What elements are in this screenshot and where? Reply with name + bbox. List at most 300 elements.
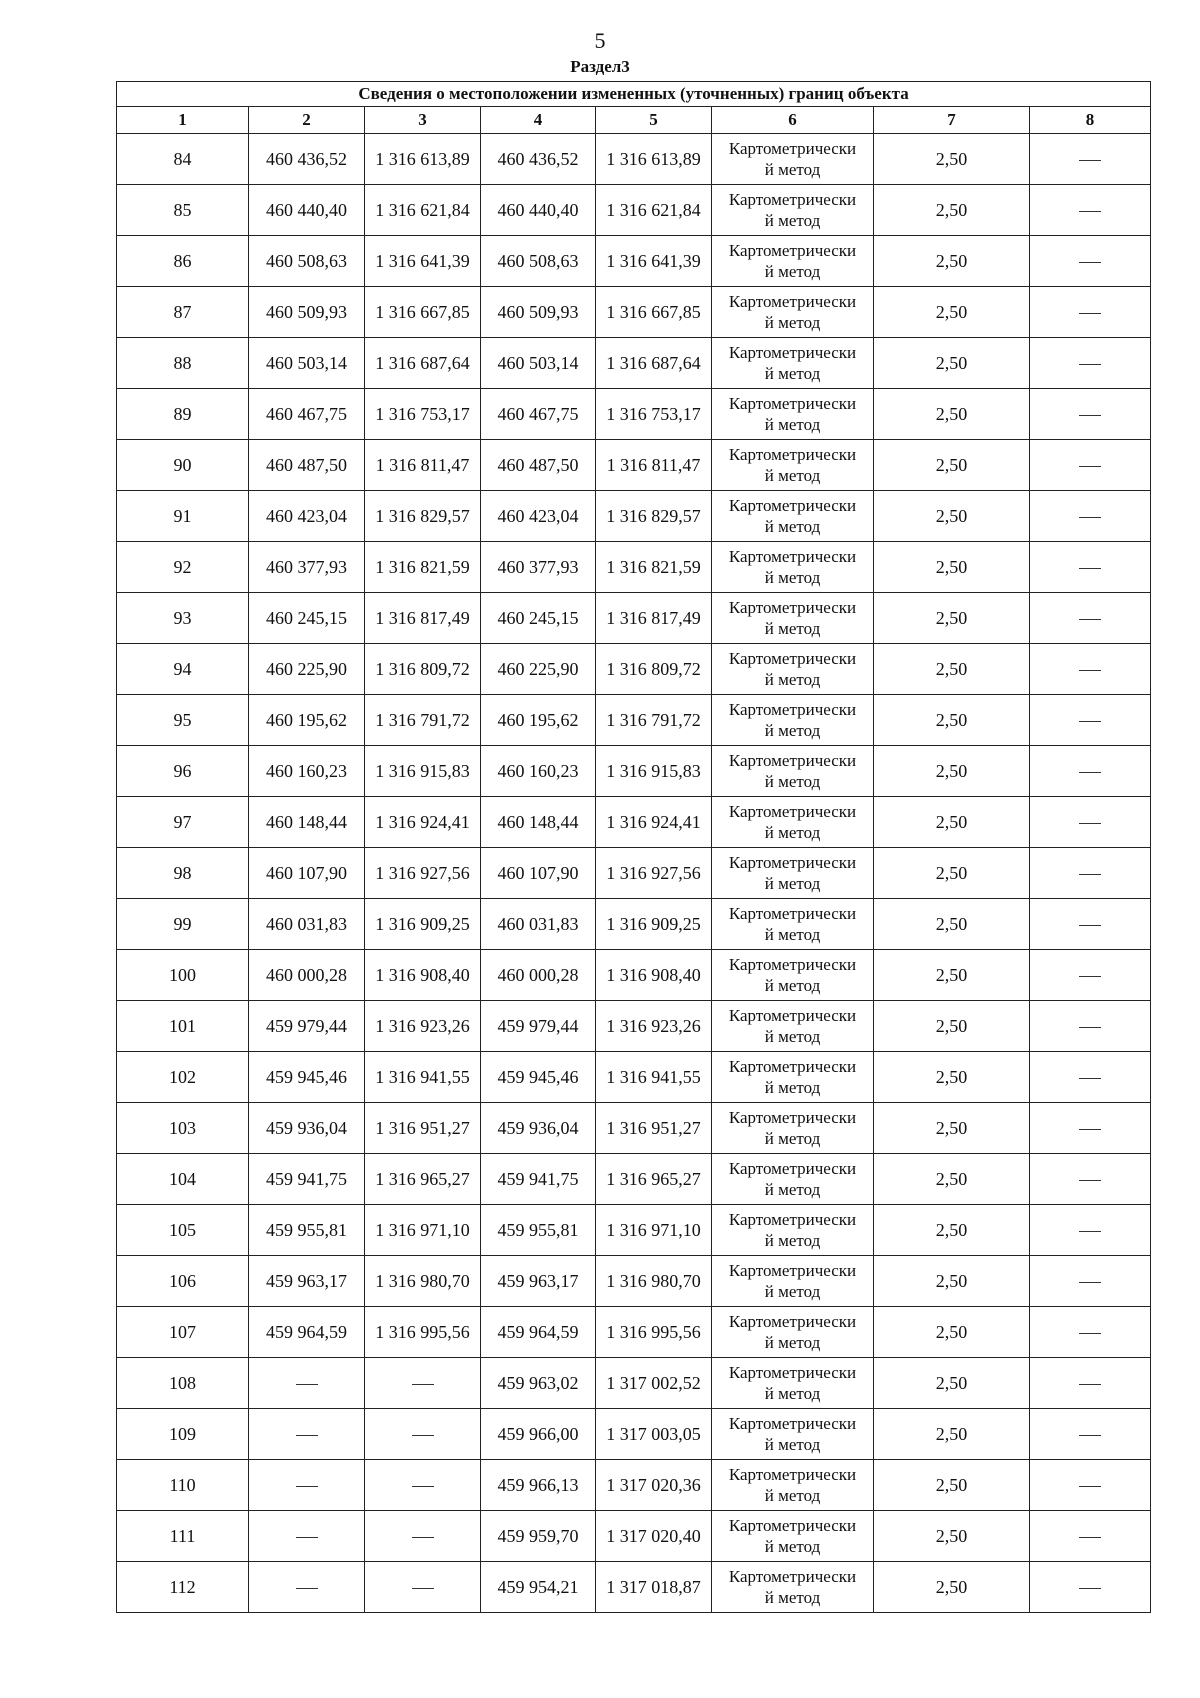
dash-mark [1079, 1078, 1101, 1079]
method-cell [712, 797, 874, 848]
precision-cell: 2,50 [874, 899, 1030, 950]
table-row [117, 1358, 1151, 1409]
old-y-cell: 1 316 821,59 [365, 542, 481, 593]
dash-mark [1079, 1129, 1101, 1130]
new-x-cell: 460 245,15 [481, 593, 596, 644]
precision-cell: 2,50 [874, 236, 1030, 287]
old-y-cell [365, 1358, 481, 1409]
description-cell [1030, 797, 1151, 848]
precision-cell: 2,50 [874, 491, 1030, 542]
old-x-cell: 460 225,90 [249, 644, 365, 695]
dash-mark [1079, 976, 1101, 977]
new-x-cell: 459 954,21 [481, 1562, 596, 1613]
new-x-cell: 459 945,46 [481, 1052, 596, 1103]
column-number: 6 [712, 107, 874, 134]
precision-cell: 2,50 [874, 440, 1030, 491]
table-row [117, 1511, 1151, 1562]
new-x-cell: 460 195,62 [481, 695, 596, 746]
old-x-cell: 460 031,83 [249, 899, 365, 950]
precision-cell: 2,50 [874, 389, 1030, 440]
precision-cell: 2,50 [874, 1307, 1030, 1358]
method-line: й метод [764, 925, 821, 944]
new-y-cell: 1 317 002,52 [596, 1358, 712, 1409]
method-line: Картометрически [728, 343, 857, 362]
column-number: 4 [481, 107, 596, 134]
new-x-cell: 459 959,70 [481, 1511, 596, 1562]
old-x-cell: 459 963,17 [249, 1256, 365, 1307]
method-cell [712, 287, 874, 338]
point-number-cell: 92 [117, 542, 249, 593]
column-number: 2 [249, 107, 365, 134]
point-number-cell: 109 [117, 1409, 249, 1460]
method-cell [712, 848, 874, 899]
table-row [117, 491, 1151, 542]
description-cell [1030, 185, 1151, 236]
table-row [117, 746, 1151, 797]
new-x-cell: 459 964,59 [481, 1307, 596, 1358]
description-cell [1030, 338, 1151, 389]
method-line: й метод [764, 823, 821, 842]
column-number: 5 [596, 107, 712, 134]
method-cell [712, 236, 874, 287]
description-cell [1030, 542, 1151, 593]
description-cell [1030, 287, 1151, 338]
old-x-cell: 460 107,90 [249, 848, 365, 899]
dash-mark [1079, 823, 1101, 824]
method-cell [712, 1103, 874, 1154]
method-cell [712, 950, 874, 1001]
point-number-cell: 86 [117, 236, 249, 287]
old-y-cell: 1 316 980,70 [365, 1256, 481, 1307]
method-line: Картометрически [728, 700, 857, 719]
method-line: Картометрически [728, 547, 857, 566]
new-y-cell: 1 316 965,27 [596, 1154, 712, 1205]
method-cell [712, 1562, 874, 1613]
dash-mark [1079, 568, 1101, 569]
dash-mark [1079, 211, 1101, 212]
dash-mark [1079, 670, 1101, 671]
description-cell [1030, 1307, 1151, 1358]
table-row [117, 644, 1151, 695]
new-y-cell: 1 317 018,87 [596, 1562, 712, 1613]
old-x-cell: 460 000,28 [249, 950, 365, 1001]
old-x-cell: 460 148,44 [249, 797, 365, 848]
method-line: й метод [764, 772, 821, 791]
method-cell [712, 593, 874, 644]
dash-mark [412, 1588, 434, 1589]
method-line: Картометрически [728, 1414, 857, 1433]
method-line: й метод [764, 313, 821, 332]
dash-mark [1079, 1180, 1101, 1181]
method-line: Картометрически [728, 1159, 857, 1178]
method-cell [712, 1460, 874, 1511]
precision-cell: 2,50 [874, 1460, 1030, 1511]
method-cell [712, 899, 874, 950]
table-row [117, 950, 1151, 1001]
method-line: Картометрически [728, 904, 857, 923]
new-x-cell: 459 955,81 [481, 1205, 596, 1256]
old-y-cell: 1 316 971,10 [365, 1205, 481, 1256]
table-row [117, 134, 1151, 185]
method-line: Картометрически [728, 139, 857, 158]
column-number-row [117, 107, 1151, 134]
point-number-cell: 91 [117, 491, 249, 542]
table-row [117, 1154, 1151, 1205]
new-y-cell: 1 316 753,17 [596, 389, 712, 440]
new-x-cell: 460 503,14 [481, 338, 596, 389]
point-number-cell: 99 [117, 899, 249, 950]
table-row [117, 287, 1151, 338]
description-cell [1030, 1205, 1151, 1256]
dash-mark [1079, 721, 1101, 722]
new-y-cell: 1 316 667,85 [596, 287, 712, 338]
method-line: Картометрически [728, 1567, 857, 1586]
precision-cell: 2,50 [874, 950, 1030, 1001]
method-line: Картометрически [728, 292, 857, 311]
new-y-cell: 1 316 687,64 [596, 338, 712, 389]
old-y-cell: 1 316 965,27 [365, 1154, 481, 1205]
new-x-cell: 460 031,83 [481, 899, 596, 950]
table-row [117, 1460, 1151, 1511]
point-number-cell: 97 [117, 797, 249, 848]
old-y-cell: 1 316 923,26 [365, 1001, 481, 1052]
description-cell [1030, 1256, 1151, 1307]
dash-mark [1079, 1384, 1101, 1385]
old-y-cell: 1 316 924,41 [365, 797, 481, 848]
table-row [117, 848, 1151, 899]
dash-mark [296, 1537, 318, 1538]
old-x-cell [249, 1460, 365, 1511]
precision-cell: 2,50 [874, 1154, 1030, 1205]
old-x-cell: 460 160,23 [249, 746, 365, 797]
description-cell [1030, 1511, 1151, 1562]
precision-cell: 2,50 [874, 746, 1030, 797]
column-number: 8 [1030, 107, 1151, 134]
new-x-cell: 460 160,23 [481, 746, 596, 797]
new-x-cell: 460 148,44 [481, 797, 596, 848]
dash-mark [1079, 262, 1101, 263]
method-line: Картометрически [728, 1006, 857, 1025]
method-line: й метод [764, 1588, 821, 1607]
new-y-cell: 1 316 817,49 [596, 593, 712, 644]
method-line: й метод [764, 415, 821, 434]
method-cell [712, 1511, 874, 1562]
old-y-cell: 1 316 791,72 [365, 695, 481, 746]
table-row [117, 1052, 1151, 1103]
point-number-cell: 106 [117, 1256, 249, 1307]
description-cell [1030, 1460, 1151, 1511]
method-line: Картометрически [728, 496, 857, 515]
old-x-cell [249, 1409, 365, 1460]
new-y-cell: 1 316 951,27 [596, 1103, 712, 1154]
description-cell [1030, 1154, 1151, 1205]
method-line: Картометрически [728, 1057, 857, 1076]
point-number-cell: 89 [117, 389, 249, 440]
new-x-cell: 459 963,02 [481, 1358, 596, 1409]
old-x-cell: 459 979,44 [249, 1001, 365, 1052]
method-cell [712, 440, 874, 491]
method-line: й метод [764, 517, 821, 536]
precision-cell: 2,50 [874, 644, 1030, 695]
method-line: й метод [764, 1333, 821, 1352]
table-row [117, 695, 1151, 746]
table-row [117, 593, 1151, 644]
new-x-cell: 459 963,17 [481, 1256, 596, 1307]
dash-mark [1079, 1282, 1101, 1283]
precision-cell: 2,50 [874, 1511, 1030, 1562]
point-number-cell: 93 [117, 593, 249, 644]
method-cell [712, 1001, 874, 1052]
method-line: Картометрически [728, 190, 857, 209]
method-line: й метод [764, 1078, 821, 1097]
method-line: Картометрически [728, 1108, 857, 1127]
old-y-cell: 1 316 908,40 [365, 950, 481, 1001]
description-cell [1030, 1358, 1151, 1409]
description-cell [1030, 1052, 1151, 1103]
point-number-cell: 100 [117, 950, 249, 1001]
method-line: Картометрически [728, 955, 857, 974]
old-y-cell: 1 316 941,55 [365, 1052, 481, 1103]
method-line: Картометрически [728, 1516, 857, 1535]
new-y-cell: 1 316 924,41 [596, 797, 712, 848]
dash-mark [1079, 1027, 1101, 1028]
point-number-cell: 112 [117, 1562, 249, 1613]
dash-mark [1079, 415, 1101, 416]
new-x-cell: 459 941,75 [481, 1154, 596, 1205]
dash-mark [1079, 1231, 1101, 1232]
precision-cell: 2,50 [874, 1562, 1030, 1613]
table-row [117, 185, 1151, 236]
method-cell [712, 542, 874, 593]
method-line: й метод [764, 721, 821, 740]
dash-mark [1079, 1588, 1101, 1589]
boundary-coordinates-table [116, 81, 1151, 1613]
point-number-cell: 111 [117, 1511, 249, 1562]
old-y-cell: 1 316 613,89 [365, 134, 481, 185]
dash-mark [412, 1486, 434, 1487]
new-y-cell: 1 316 613,89 [596, 134, 712, 185]
description-cell [1030, 440, 1151, 491]
new-x-cell: 460 436,52 [481, 134, 596, 185]
old-x-cell [249, 1562, 365, 1613]
method-cell [712, 389, 874, 440]
old-x-cell: 459 936,04 [249, 1103, 365, 1154]
method-cell [712, 1154, 874, 1205]
method-cell [712, 1358, 874, 1409]
method-line: й метод [764, 670, 821, 689]
old-x-cell: 460 503,14 [249, 338, 365, 389]
method-line: Картометрически [728, 241, 857, 260]
precision-cell: 2,50 [874, 1103, 1030, 1154]
new-x-cell: 460 107,90 [481, 848, 596, 899]
point-number-cell: 85 [117, 185, 249, 236]
precision-cell: 2,50 [874, 185, 1030, 236]
old-y-cell: 1 316 829,57 [365, 491, 481, 542]
dash-mark [1079, 1486, 1101, 1487]
point-number-cell: 98 [117, 848, 249, 899]
dash-mark [1079, 466, 1101, 467]
new-y-cell: 1 316 829,57 [596, 491, 712, 542]
old-x-cell: 459 941,75 [249, 1154, 365, 1205]
method-line: й метод [764, 211, 821, 230]
point-number-cell: 95 [117, 695, 249, 746]
method-line: й метод [764, 976, 821, 995]
method-line: Картометрически [728, 751, 857, 770]
dash-mark [1079, 1435, 1101, 1436]
old-x-cell [249, 1511, 365, 1562]
method-line: Картометрически [728, 394, 857, 413]
dash-mark [1079, 160, 1101, 161]
dash-mark [1079, 313, 1101, 314]
dash-mark [296, 1588, 318, 1589]
old-x-cell: 460 195,62 [249, 695, 365, 746]
new-y-cell: 1 316 809,72 [596, 644, 712, 695]
new-x-cell: 460 377,93 [481, 542, 596, 593]
new-y-cell: 1 316 927,56 [596, 848, 712, 899]
description-cell [1030, 1409, 1151, 1460]
method-line: й метод [764, 160, 821, 179]
precision-cell: 2,50 [874, 593, 1030, 644]
method-line: й метод [764, 1180, 821, 1199]
table-row [117, 338, 1151, 389]
method-line: й метод [764, 364, 821, 383]
precision-cell: 2,50 [874, 287, 1030, 338]
precision-cell: 2,50 [874, 848, 1030, 899]
precision-cell: 2,50 [874, 542, 1030, 593]
new-y-cell: 1 316 821,59 [596, 542, 712, 593]
point-number-cell: 105 [117, 1205, 249, 1256]
method-cell [712, 644, 874, 695]
method-line: Картометрически [728, 1210, 857, 1229]
point-number-cell: 102 [117, 1052, 249, 1103]
point-number-cell: 87 [117, 287, 249, 338]
dash-mark [412, 1384, 434, 1385]
description-cell [1030, 134, 1151, 185]
point-number-cell: 96 [117, 746, 249, 797]
old-y-cell: 1 316 753,17 [365, 389, 481, 440]
old-y-cell: 1 316 915,83 [365, 746, 481, 797]
method-line: й метод [764, 1027, 821, 1046]
method-cell [712, 491, 874, 542]
new-y-cell: 1 316 909,25 [596, 899, 712, 950]
method-line: й метод [764, 874, 821, 893]
method-cell [712, 1052, 874, 1103]
old-y-cell: 1 316 817,49 [365, 593, 481, 644]
description-cell [1030, 950, 1151, 1001]
old-x-cell: 460 508,63 [249, 236, 365, 287]
old-y-cell: 1 316 621,84 [365, 185, 481, 236]
new-x-cell: 460 423,04 [481, 491, 596, 542]
description-cell [1030, 746, 1151, 797]
new-x-cell: 459 966,13 [481, 1460, 596, 1511]
method-line: й метод [764, 1231, 821, 1250]
description-cell [1030, 1001, 1151, 1052]
new-y-cell: 1 317 003,05 [596, 1409, 712, 1460]
method-line: Картометрически [728, 1261, 857, 1280]
method-line: Картометрически [728, 853, 857, 872]
method-line: Картометрически [728, 1465, 857, 1484]
precision-cell: 2,50 [874, 1409, 1030, 1460]
old-y-cell [365, 1562, 481, 1613]
dash-mark [1079, 517, 1101, 518]
old-x-cell: 460 423,04 [249, 491, 365, 542]
dash-mark [1079, 1333, 1101, 1334]
method-line: Картометрически [728, 649, 857, 668]
method-cell [712, 695, 874, 746]
description-cell [1030, 1103, 1151, 1154]
precision-cell: 2,50 [874, 338, 1030, 389]
method-cell [712, 338, 874, 389]
old-x-cell: 459 964,59 [249, 1307, 365, 1358]
table-row [117, 1103, 1151, 1154]
method-line: й метод [764, 466, 821, 485]
new-x-cell: 459 966,00 [481, 1409, 596, 1460]
method-cell [712, 185, 874, 236]
method-line: й метод [764, 619, 821, 638]
dash-mark [296, 1435, 318, 1436]
method-line: й метод [764, 1486, 821, 1505]
description-cell [1030, 236, 1151, 287]
point-number-cell: 110 [117, 1460, 249, 1511]
new-x-cell: 460 440,40 [481, 185, 596, 236]
old-y-cell [365, 1511, 481, 1562]
new-x-cell: 460 225,90 [481, 644, 596, 695]
method-line: Картометрически [728, 802, 857, 821]
table-row [117, 1256, 1151, 1307]
description-cell [1030, 389, 1151, 440]
table-row [117, 1205, 1151, 1256]
point-number-cell: 101 [117, 1001, 249, 1052]
method-cell [712, 1256, 874, 1307]
dash-mark [296, 1486, 318, 1487]
point-number-cell: 107 [117, 1307, 249, 1358]
new-x-cell: 460 000,28 [481, 950, 596, 1001]
new-y-cell: 1 316 923,26 [596, 1001, 712, 1052]
new-y-cell: 1 316 980,70 [596, 1256, 712, 1307]
new-y-cell: 1 316 908,40 [596, 950, 712, 1001]
dash-mark [296, 1384, 318, 1385]
table-row [117, 899, 1151, 950]
point-number-cell: 94 [117, 644, 249, 695]
method-cell [712, 1205, 874, 1256]
old-y-cell: 1 316 995,56 [365, 1307, 481, 1358]
column-number: 7 [874, 107, 1030, 134]
column-number: 1 [117, 107, 249, 134]
table-row [117, 1409, 1151, 1460]
old-y-cell: 1 316 927,56 [365, 848, 481, 899]
dash-mark [1079, 925, 1101, 926]
dash-mark [1079, 874, 1101, 875]
old-x-cell [249, 1358, 365, 1409]
method-line: Картометрически [728, 598, 857, 617]
precision-cell: 2,50 [874, 1205, 1030, 1256]
section-title: Раздел3 [570, 57, 630, 76]
table-row [117, 389, 1151, 440]
table-row [117, 1562, 1151, 1613]
new-x-cell: 460 509,93 [481, 287, 596, 338]
description-cell [1030, 644, 1151, 695]
old-y-cell: 1 316 809,72 [365, 644, 481, 695]
new-y-cell: 1 316 915,83 [596, 746, 712, 797]
dash-mark [1079, 772, 1101, 773]
method-cell [712, 746, 874, 797]
table-row [117, 1001, 1151, 1052]
new-y-cell: 1 316 621,84 [596, 185, 712, 236]
old-x-cell: 460 440,40 [249, 185, 365, 236]
description-cell [1030, 593, 1151, 644]
dash-mark [412, 1435, 434, 1436]
method-line: й метод [764, 1384, 821, 1403]
